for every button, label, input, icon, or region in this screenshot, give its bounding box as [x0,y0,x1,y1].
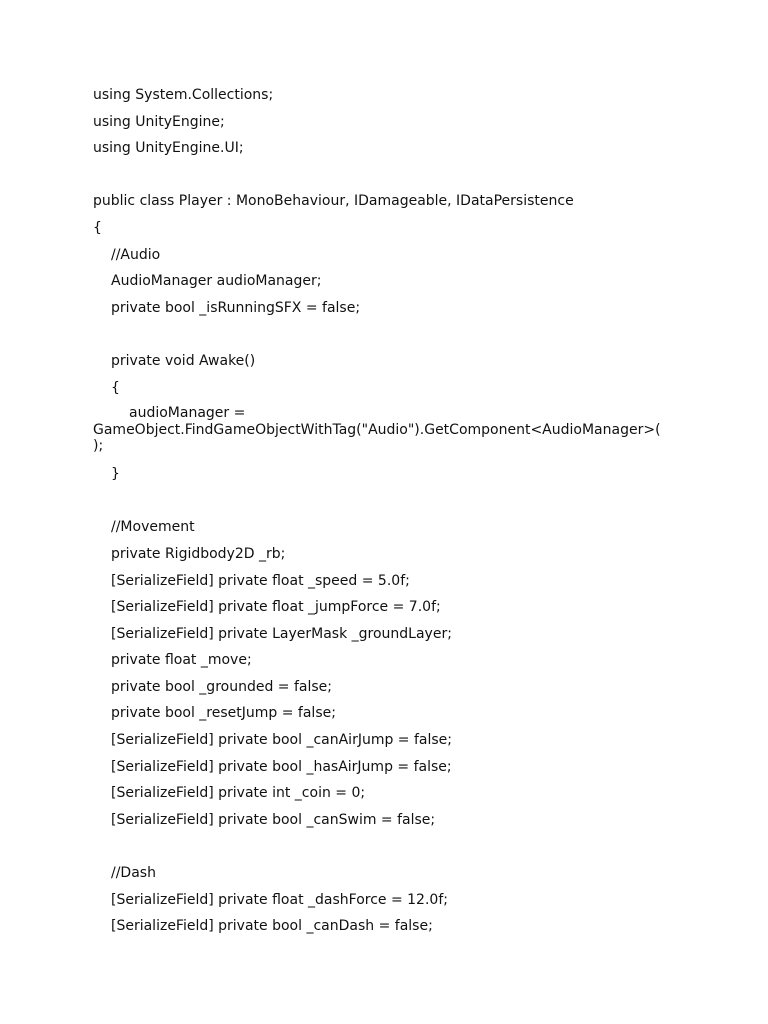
code-line: AudioManager audioManager; [111,273,322,290]
code-line: private bool _resetJump = false; [111,705,336,722]
blank-line [93,492,693,519]
code-line: using System.Collections; [93,87,274,103]
code-line: [SerializeField] private float _speed = 5.0f; [111,572,410,589]
code-line: { [111,379,120,396]
code-line: private Rigidbody2D _rb; [111,545,286,562]
blank-line [93,166,693,193]
code-line: [SerializeField] private bool _hasAirJump = false; [111,758,452,775]
code-line: [SerializeField] private bool _canDash = false; [111,918,433,935]
wrapped-line-second: GameObject.FindGameObjectWithTag("Audio").GetComponent<AudioManager>( [93,421,661,438]
code-line: //Audio [111,246,161,263]
code-line: [SerializeField] private LayerMask _groundLayer; [111,625,452,642]
code-line: //Dash [111,865,156,882]
wrapped-line-first: audioManager = [129,405,246,422]
wrapped-line-third: ); [93,438,104,455]
code-block [93,86,693,944]
code-line: public class Player : MonoBehaviour, IDamageable, IDataPersistence [93,193,574,210]
code-line: } [111,466,120,483]
code-line: [SerializeField] private float _jumpForce = 7.0f; [111,599,441,616]
blank-line [93,837,693,864]
code-line: [SerializeField] private float _dashForce = 12.0f; [111,891,448,908]
code-line: using UnityEngine.UI; [93,140,244,157]
wrapped-code-line [93,405,693,465]
code-line: [SerializeField] private bool _canSwim = false; [111,811,436,828]
code-line: //Movement [111,519,195,536]
code-line: private void Awake() [111,352,256,369]
code-line: private float _move; [111,652,252,669]
code-line: [SerializeField] private int _coin = 0; [111,785,366,802]
code-line: private bool _grounded = false; [111,678,332,695]
code-line: using UnityEngine; [93,113,225,130]
code-line: private bool _isRunningSFX = false; [111,299,361,316]
code-line: { [93,219,102,236]
code-line: [SerializeField] private bool _canAirJump = false; [111,732,453,749]
blank-line [93,325,693,352]
